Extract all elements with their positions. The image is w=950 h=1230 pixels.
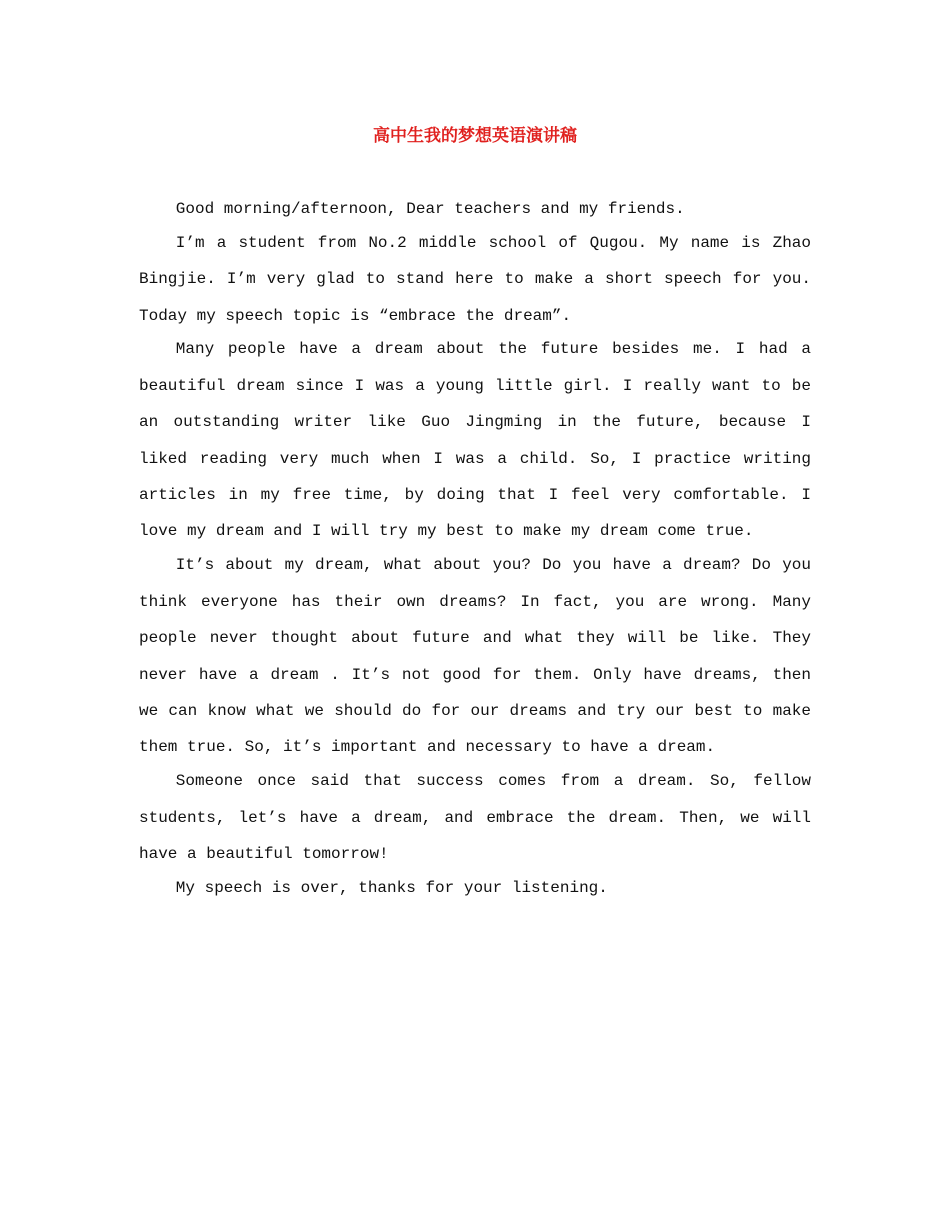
document-body <box>139 191 811 906</box>
paragraph-closing: My speech is over, thanks for your listening. <box>175 878 608 897</box>
paragraph-your-dream: It’s about my dream, what about you? Do you have a dream? Do you think everyone has their own dreams? In fact, you are wrong. Many people never thought about future and what they will be like. They never have a dream . It’s not good for them. Only have dreams, then we can know what we should do for our dreams and try our best to make them true. So, it’s important and necessary to have a dream. <box>139 556 811 757</box>
paragraph-greeting: Good morning/afternoon, Dear teachers and my friends. <box>175 200 685 218</box>
paragraph-introduction: I’m a student from No.2 middle school of Qugou. My name is Zhao Bingjie. I’m very glad to stand here to make a short speech for you. Today my speech topic is “embrace the dream”. <box>139 233 811 325</box>
document-title: 高中生我的梦想英语演讲稿 <box>373 126 577 146</box>
paragraph-my-dream: Many people have a dream about the future besides me. I had a beautiful dream since I was a young little girl. I really want to be an outstanding writer like Guo Jingming in the future, because I liked reading very much when I was a child. So, I practice writing articles in my free time, by doing that I feel very comfortable. I love my dream and I will try my best to make my dream come true. <box>139 340 811 541</box>
paragraph-embrace-dream: Someone once said that success comes from a dream. So, fellow students, let’s have a dream, and embrace the dream. Then, we will have a beautiful tomorrow! <box>139 772 811 863</box>
